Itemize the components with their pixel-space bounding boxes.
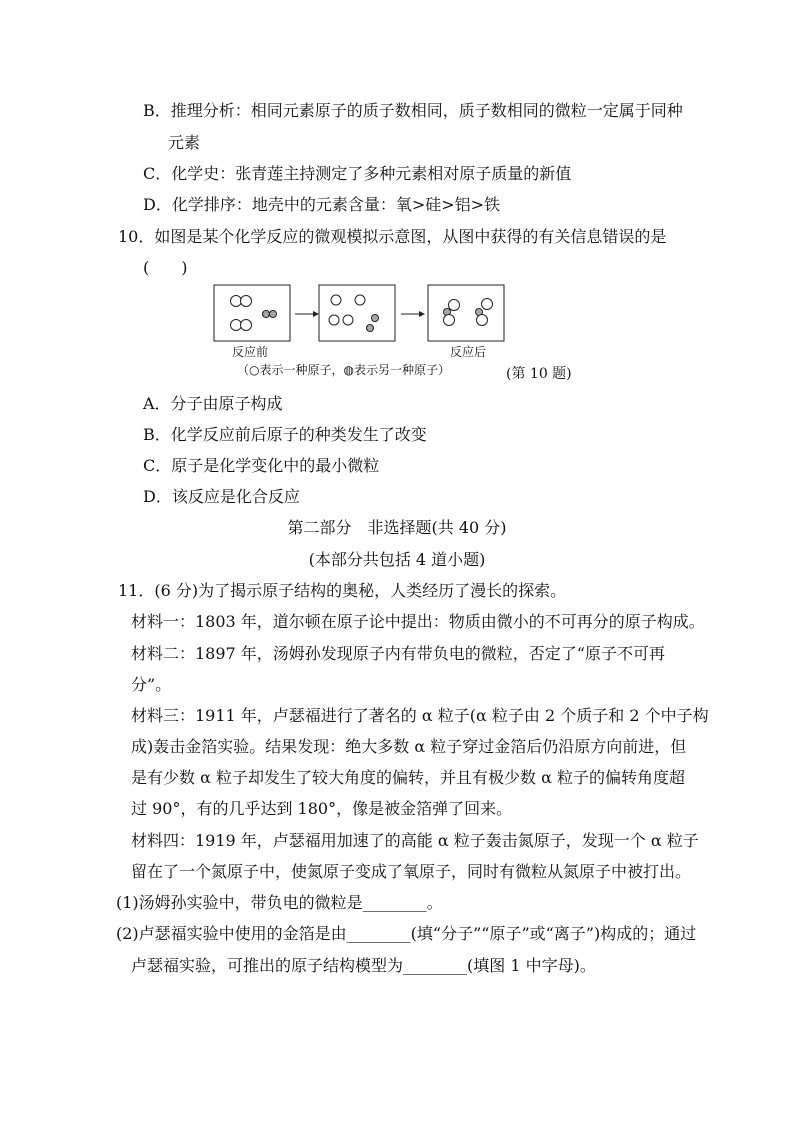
- box-before: [214, 285, 290, 341]
- white-atom: [477, 315, 488, 326]
- q10-option-a: A．分子由原子构成: [143, 394, 283, 413]
- q9-option-d: D．化学排序：地壳中的元素含量：氧>硅>铝>铁: [143, 195, 501, 214]
- label-after: 反应后: [450, 345, 487, 359]
- q9-option-b-line1: B．推理分析：相同元素原子的质子数相同，质子数相同的微粒一定属于同种: [143, 101, 683, 120]
- reaction-diagram-svg: [213, 284, 513, 354]
- box-middle: [319, 285, 395, 341]
- white-atom: [231, 296, 242, 307]
- q11-material-3-line1: 材料三：1911 年，卢瑟福进行了著名的 α 粒子(α 粒子由 2 个质子和 2 个中子构: [131, 706, 709, 725]
- section-subtitle: (本部分共包括 4 道小题): [308, 550, 486, 569]
- q10-option-c: C．原子是化学变化中的最小微粒: [143, 456, 380, 475]
- q11-material-2-line2: 分”。: [131, 675, 172, 694]
- dotted-atom: [372, 315, 379, 322]
- dotted-atom: [367, 325, 374, 332]
- white-atom: [444, 315, 455, 326]
- white-atom: [241, 320, 252, 331]
- q11-material-4-line1: 材料四：1919 年，卢瑟福用加速了的高能 α 粒子轰击氮原子，发现一个 α 粒子: [131, 831, 699, 850]
- white-atom: [343, 315, 353, 325]
- white-atom: [231, 320, 242, 331]
- figure-ref: (第 10 题): [506, 366, 572, 382]
- dotted-atom: [263, 311, 270, 318]
- arrow-2-head: [419, 311, 425, 317]
- white-atom: [329, 315, 339, 325]
- q10-stem-line1: 10．如图是某个化学反应的微观模拟示意图，从图中获得的有关信息错误的是: [118, 227, 667, 246]
- q11-material-1: 材料一：1803 年，道尔顿在原子论中提出：物质由微小的不可再分的原子构成。: [131, 612, 705, 631]
- q10-option-d: D．该反应是化合反应: [143, 487, 300, 506]
- diagram-legend: （○表示一种原子，◍表示另一种原子）: [237, 363, 450, 377]
- q10-option-b: B．化学反应前后原子的种类发生了改变: [143, 425, 427, 444]
- q9-option-c: C．化学史：张青莲主持测定了多种元素相对原子质量的新值: [143, 164, 572, 183]
- label-before: 反应前: [232, 345, 269, 359]
- q11-sub-question-2-line1: (2)卢瑟福实验中使用的金箔是由________(填“分子”“原子”或“离子”)构成的；通过: [116, 924, 697, 943]
- white-atom: [449, 300, 460, 311]
- section-title: 第二部分 非选择题(共 40 分): [287, 518, 507, 537]
- white-atom: [482, 299, 493, 310]
- q10-stem-line2: ( ): [143, 258, 188, 277]
- q11-stem: 11．(6 分)为了揭示原子结构的奥秘，人类经历了漫长的探索。: [118, 581, 567, 600]
- q11-material-3-line2: 成)轰击金箔实验。结果发现：绝大多数 α 粒子穿过金箔后仍沿原方向前进，但: [131, 737, 687, 756]
- box-after: [428, 285, 504, 341]
- dotted-atom: [270, 311, 277, 318]
- q11-material-4-line2: 留在了一个氮原子中，使氮原子变成了氧原子，同时有微粒从氮原子中被打出。: [131, 862, 692, 881]
- q11-material-3-line4: 过 90°，有的几乎达到 180°，像是被金箔弹了回来。: [131, 799, 513, 818]
- q11-material-3-line3: 是有少数 α 粒子却发生了较大角度的偏转，并且有极少数 α 粒子的偏转角度超: [131, 768, 685, 787]
- q11-material-2-line1: 材料二：1897 年，汤姆孙发现原子内有带负电的微粒，否定了“原子不可再: [131, 644, 665, 663]
- white-atom: [355, 295, 365, 305]
- arrow-1-head: [313, 311, 319, 317]
- white-atom: [241, 296, 252, 307]
- q9-option-b-line2: 元素: [168, 133, 201, 152]
- q11-sub-question-2-line2: 卢瑟福实验，可推出的原子结构模型为________(填图 1 中字母)。: [131, 956, 596, 975]
- q11-sub-question-1: (1)汤姆孙实验中，带负电的微粒是________。: [116, 893, 443, 912]
- white-atom: [331, 295, 341, 305]
